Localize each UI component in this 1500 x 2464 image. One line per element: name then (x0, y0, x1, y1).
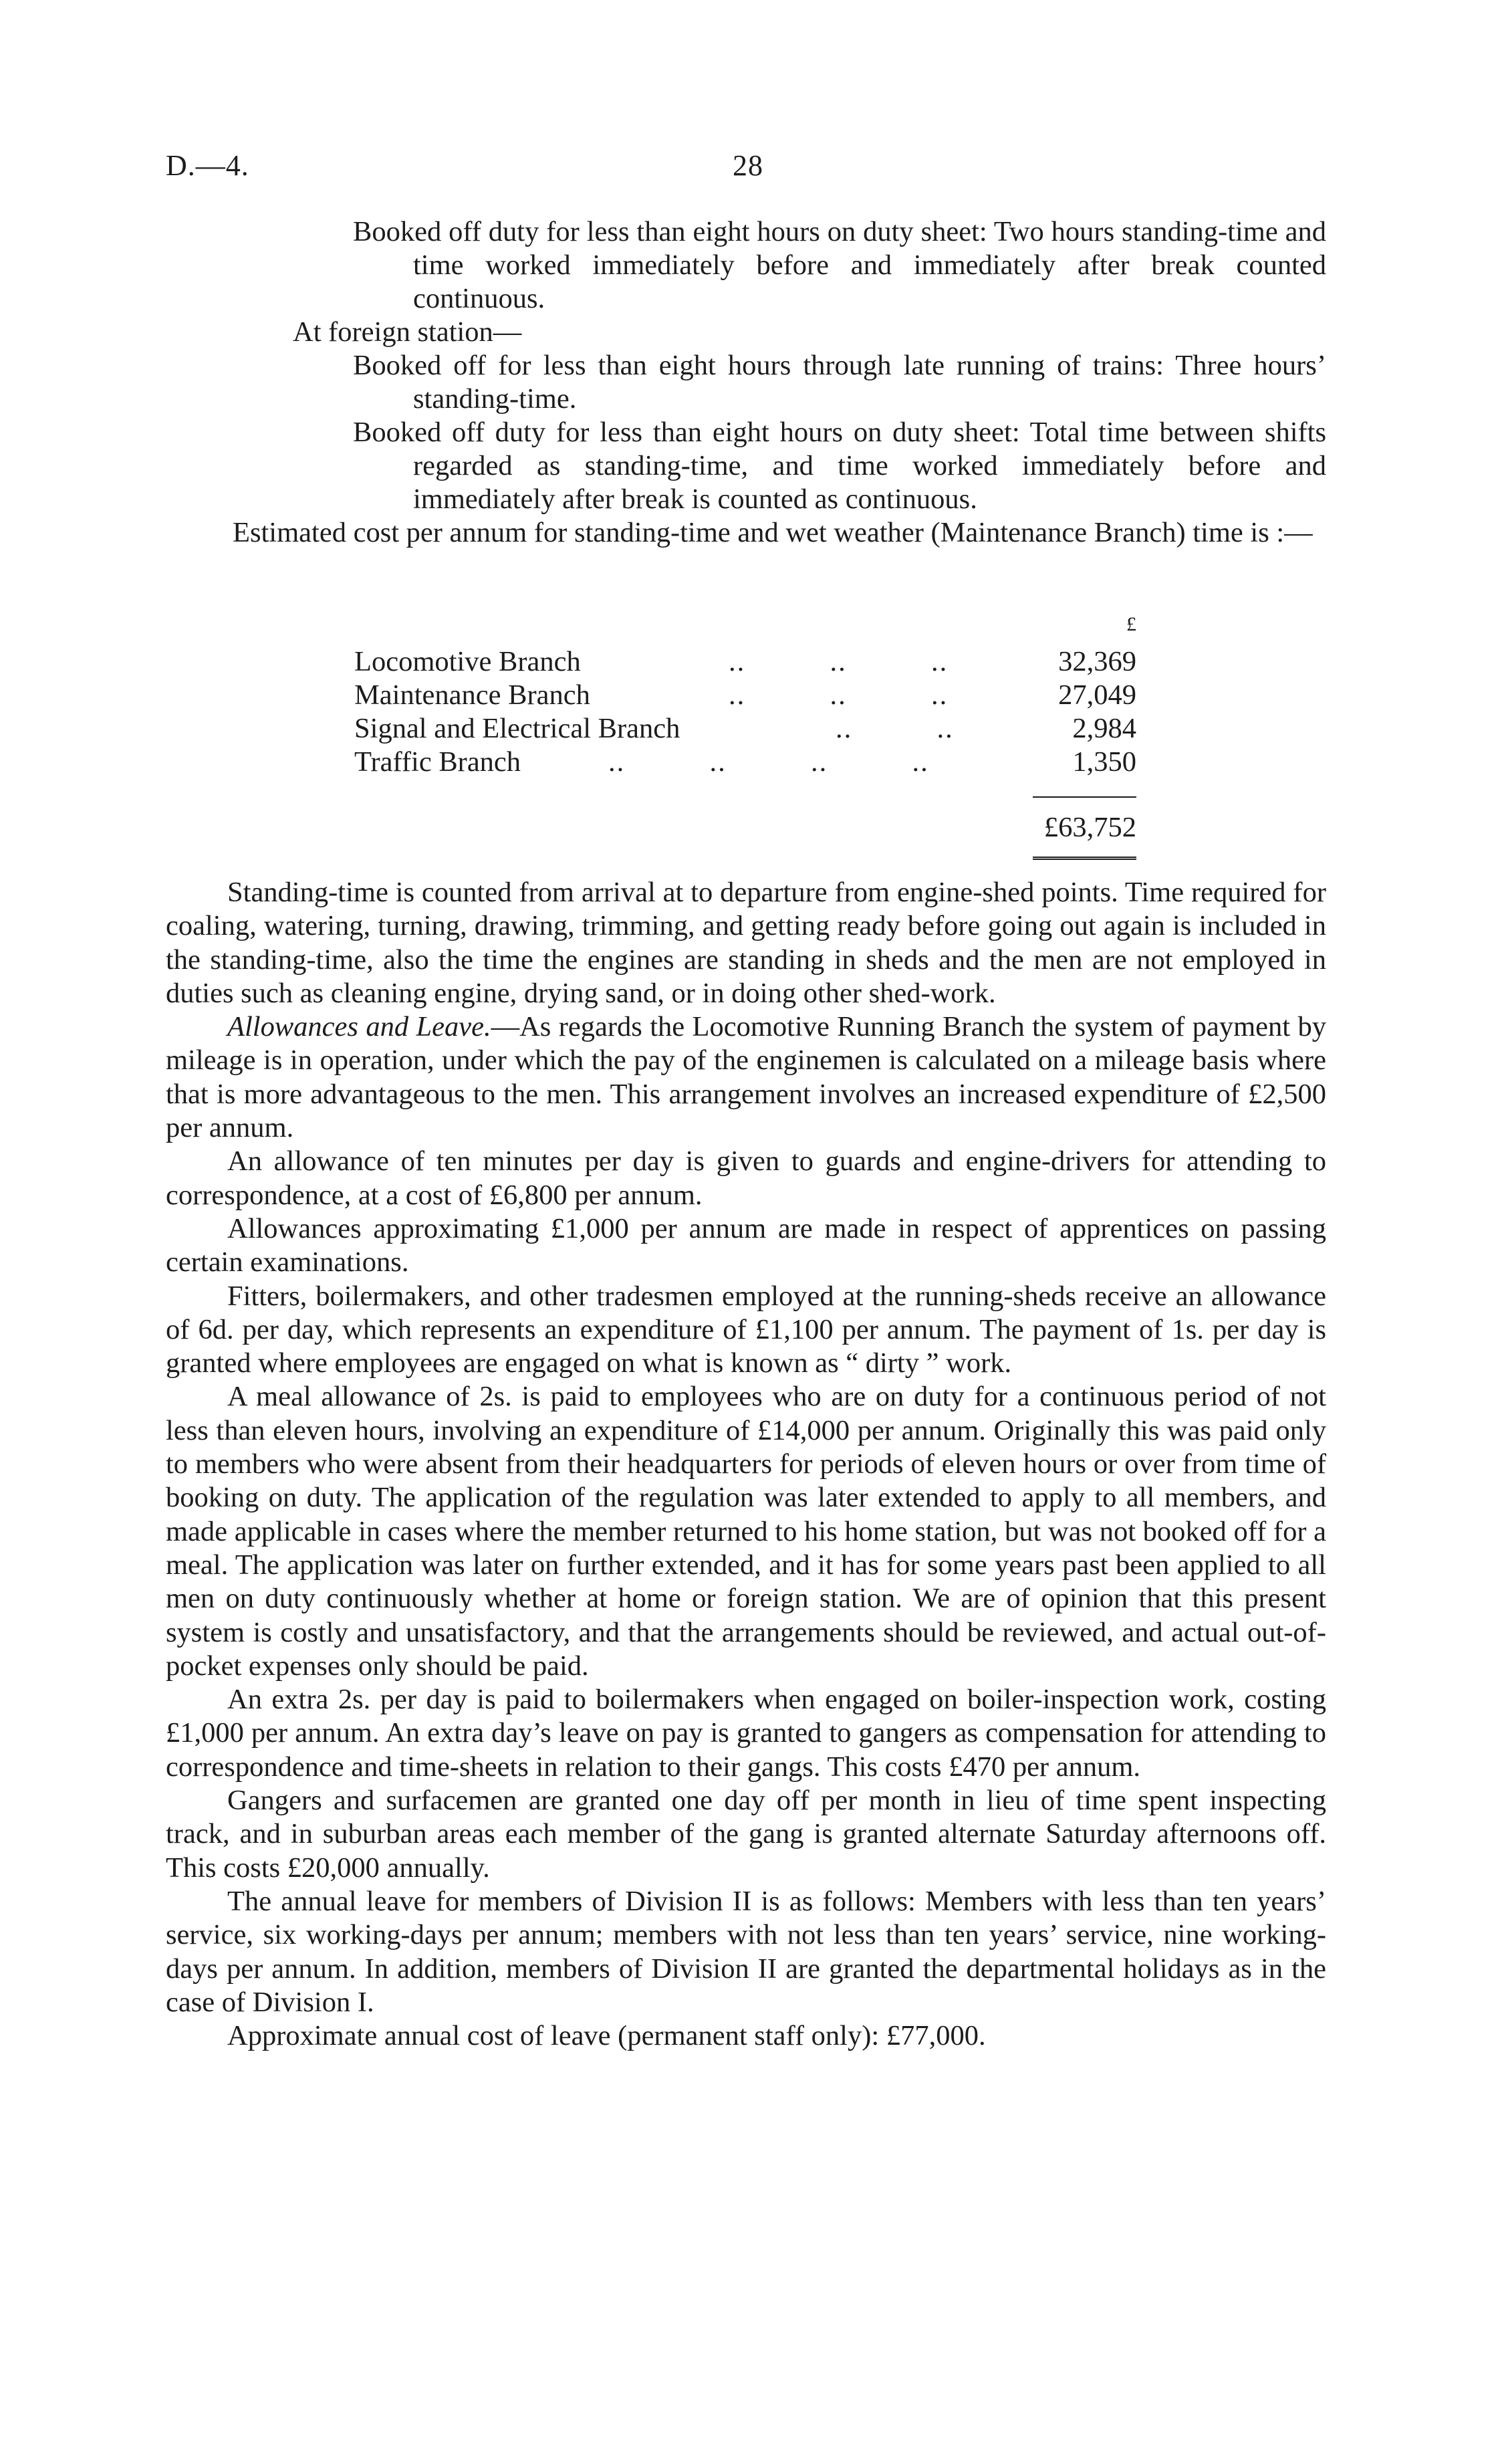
branch-label: Traffic Branch (354, 746, 521, 778)
paragraph: Approximate annual cost of leave (permanent staff only): £77,000. (227, 2020, 986, 2052)
branch-label: Locomotive Branch (354, 646, 581, 677)
rule-line: Booked off duty for less than eight hours on duty sheet: Total time between shifts regarded as standing-time, and time worked immediately before and immediately after break is counted as continuous. (353, 417, 1326, 515)
rule-heading: At foreign station— (293, 316, 522, 348)
paragraph: Standing-time is counted from arrival at to departure from engine-shed points. Time required for coaling, watering, turning, drawing, trimming, and getting ready before going out again is included in the standing-time, also the time the engines are standing in sheds and the men are not employed in duties such as cleaning engine, drying sand, or in doing other shed-work. (166, 877, 1326, 1009)
paragraph: A meal allowance of 2s. is paid to employees who are on duty for a continuous period of not less than eleven hours, involving an expenditure of £14,000 per annum. Originally this was paid only to members who were absent from their headquarters for periods of eleven hours or over from time of booking on duty. The application of the regulation was later extended to apply to all members, and made applicable in cases where the member returned to his home station, but was not booked off for a meal. The application was later on further extended, and it has for some years past been applied to all men on duty continuously whether at home or foreign station. We are of opinion that this present system is costly and unsatisfactory, and that the arrangements should be reviewed, and actual out-of-pocket expenses only should be paid. (166, 1381, 1326, 1682)
paragraph: The annual leave for members of Division II is as follows: Members with less than ten years’ service, six working-days per annum; members with not less than ten years’ service, nine working-days per annum. In addition, members of Division II are granted the departmental holidays as in the case of Division I. (166, 1885, 1326, 2018)
dot-leader: .. .. .. (729, 646, 949, 677)
cost-table (354, 613, 1143, 843)
document-code: D.—4. (166, 149, 249, 182)
body-text (166, 876, 1326, 2053)
branch-label: Signal and Electrical Branch (354, 713, 680, 744)
table-row (354, 712, 1143, 746)
table-row (354, 679, 1143, 712)
estimate-intro: Estimated cost per annum for standing-time and wet weather (Maintenance Branch) time is :— (233, 517, 1313, 548)
table-row (354, 645, 1143, 679)
dot-leader: .. .. (836, 713, 954, 744)
total-cost: £63,752 (1043, 812, 1136, 843)
section-heading: Allowances and Leave. (227, 1011, 491, 1043)
paragraph: An extra 2s. per day is paid to boilermakers when engaged on boiler-inspection work, costing £1,000 per annum. An extra day’s leave on pay is granted to gangers as compensation for attending to correspondence and time-sheets in relation to their gangs. This costs £470 per annum. (166, 1684, 1326, 1783)
dot-leader: .. .. .. (729, 679, 949, 711)
branch-cost: 2,984 (1072, 713, 1136, 744)
paragraph: Fitters, boilermakers, and other tradesmen employed at the running-sheds receive an allowance of 6d. per day, which represents an expenditure of £1,100 per annum. The payment of 1s. per day is granted where employees are engaged on what is known as “ dirty ” work. (166, 1280, 1326, 1379)
page-number: 28 (733, 149, 763, 182)
standing-time-rules (166, 215, 1326, 550)
total-double-rule (1033, 857, 1136, 860)
paragraph: An allowance of ten minutes per day is given to guards and engine-drivers for attending to correspondence, at a cost of £6,800 per annum. (166, 1145, 1326, 1211)
branch-label: Maintenance Branch (354, 679, 590, 711)
paragraph (166, 1010, 1326, 1145)
branch-cost: 1,350 (1072, 746, 1136, 778)
dot-leader: .. .. .. .. (608, 746, 929, 778)
rule-line: Booked off for less than eight hours through late running of trains: Three hours’ standing-time. (353, 350, 1326, 415)
branch-cost: 27,049 (1058, 679, 1136, 711)
paragraph: Allowances approximating £1,000 per annum are made in respect of apprentices on passing certain examinations. (166, 1212, 1326, 1278)
branch-cost: 32,369 (1058, 646, 1136, 677)
currency-unit: £ (1126, 613, 1136, 635)
subtotal-rule (1033, 796, 1136, 798)
paragraph: Gangers and surfacemen are granted one day off per month in lieu of time spent inspecting track, and in suburban areas each member of the gang is granted alternate Saturday afternoons off. This costs £20,000 annually. (166, 1785, 1326, 1884)
rule-line: Booked off duty for less than eight hours on duty sheet: Two hours standing-time and time worked immediately before and immediately after break counted continuous. (353, 216, 1326, 314)
paragraph-text: —As regards the Locomotive Running Branch the system of payment by mileage is in operation, under which the pay of the enginemen is calculated on a mileage basis where that is more advantageous to the men. This arrangement involves an increased expenditure of £2,500 per annum. (166, 1011, 1326, 1144)
table-row (354, 746, 1143, 779)
